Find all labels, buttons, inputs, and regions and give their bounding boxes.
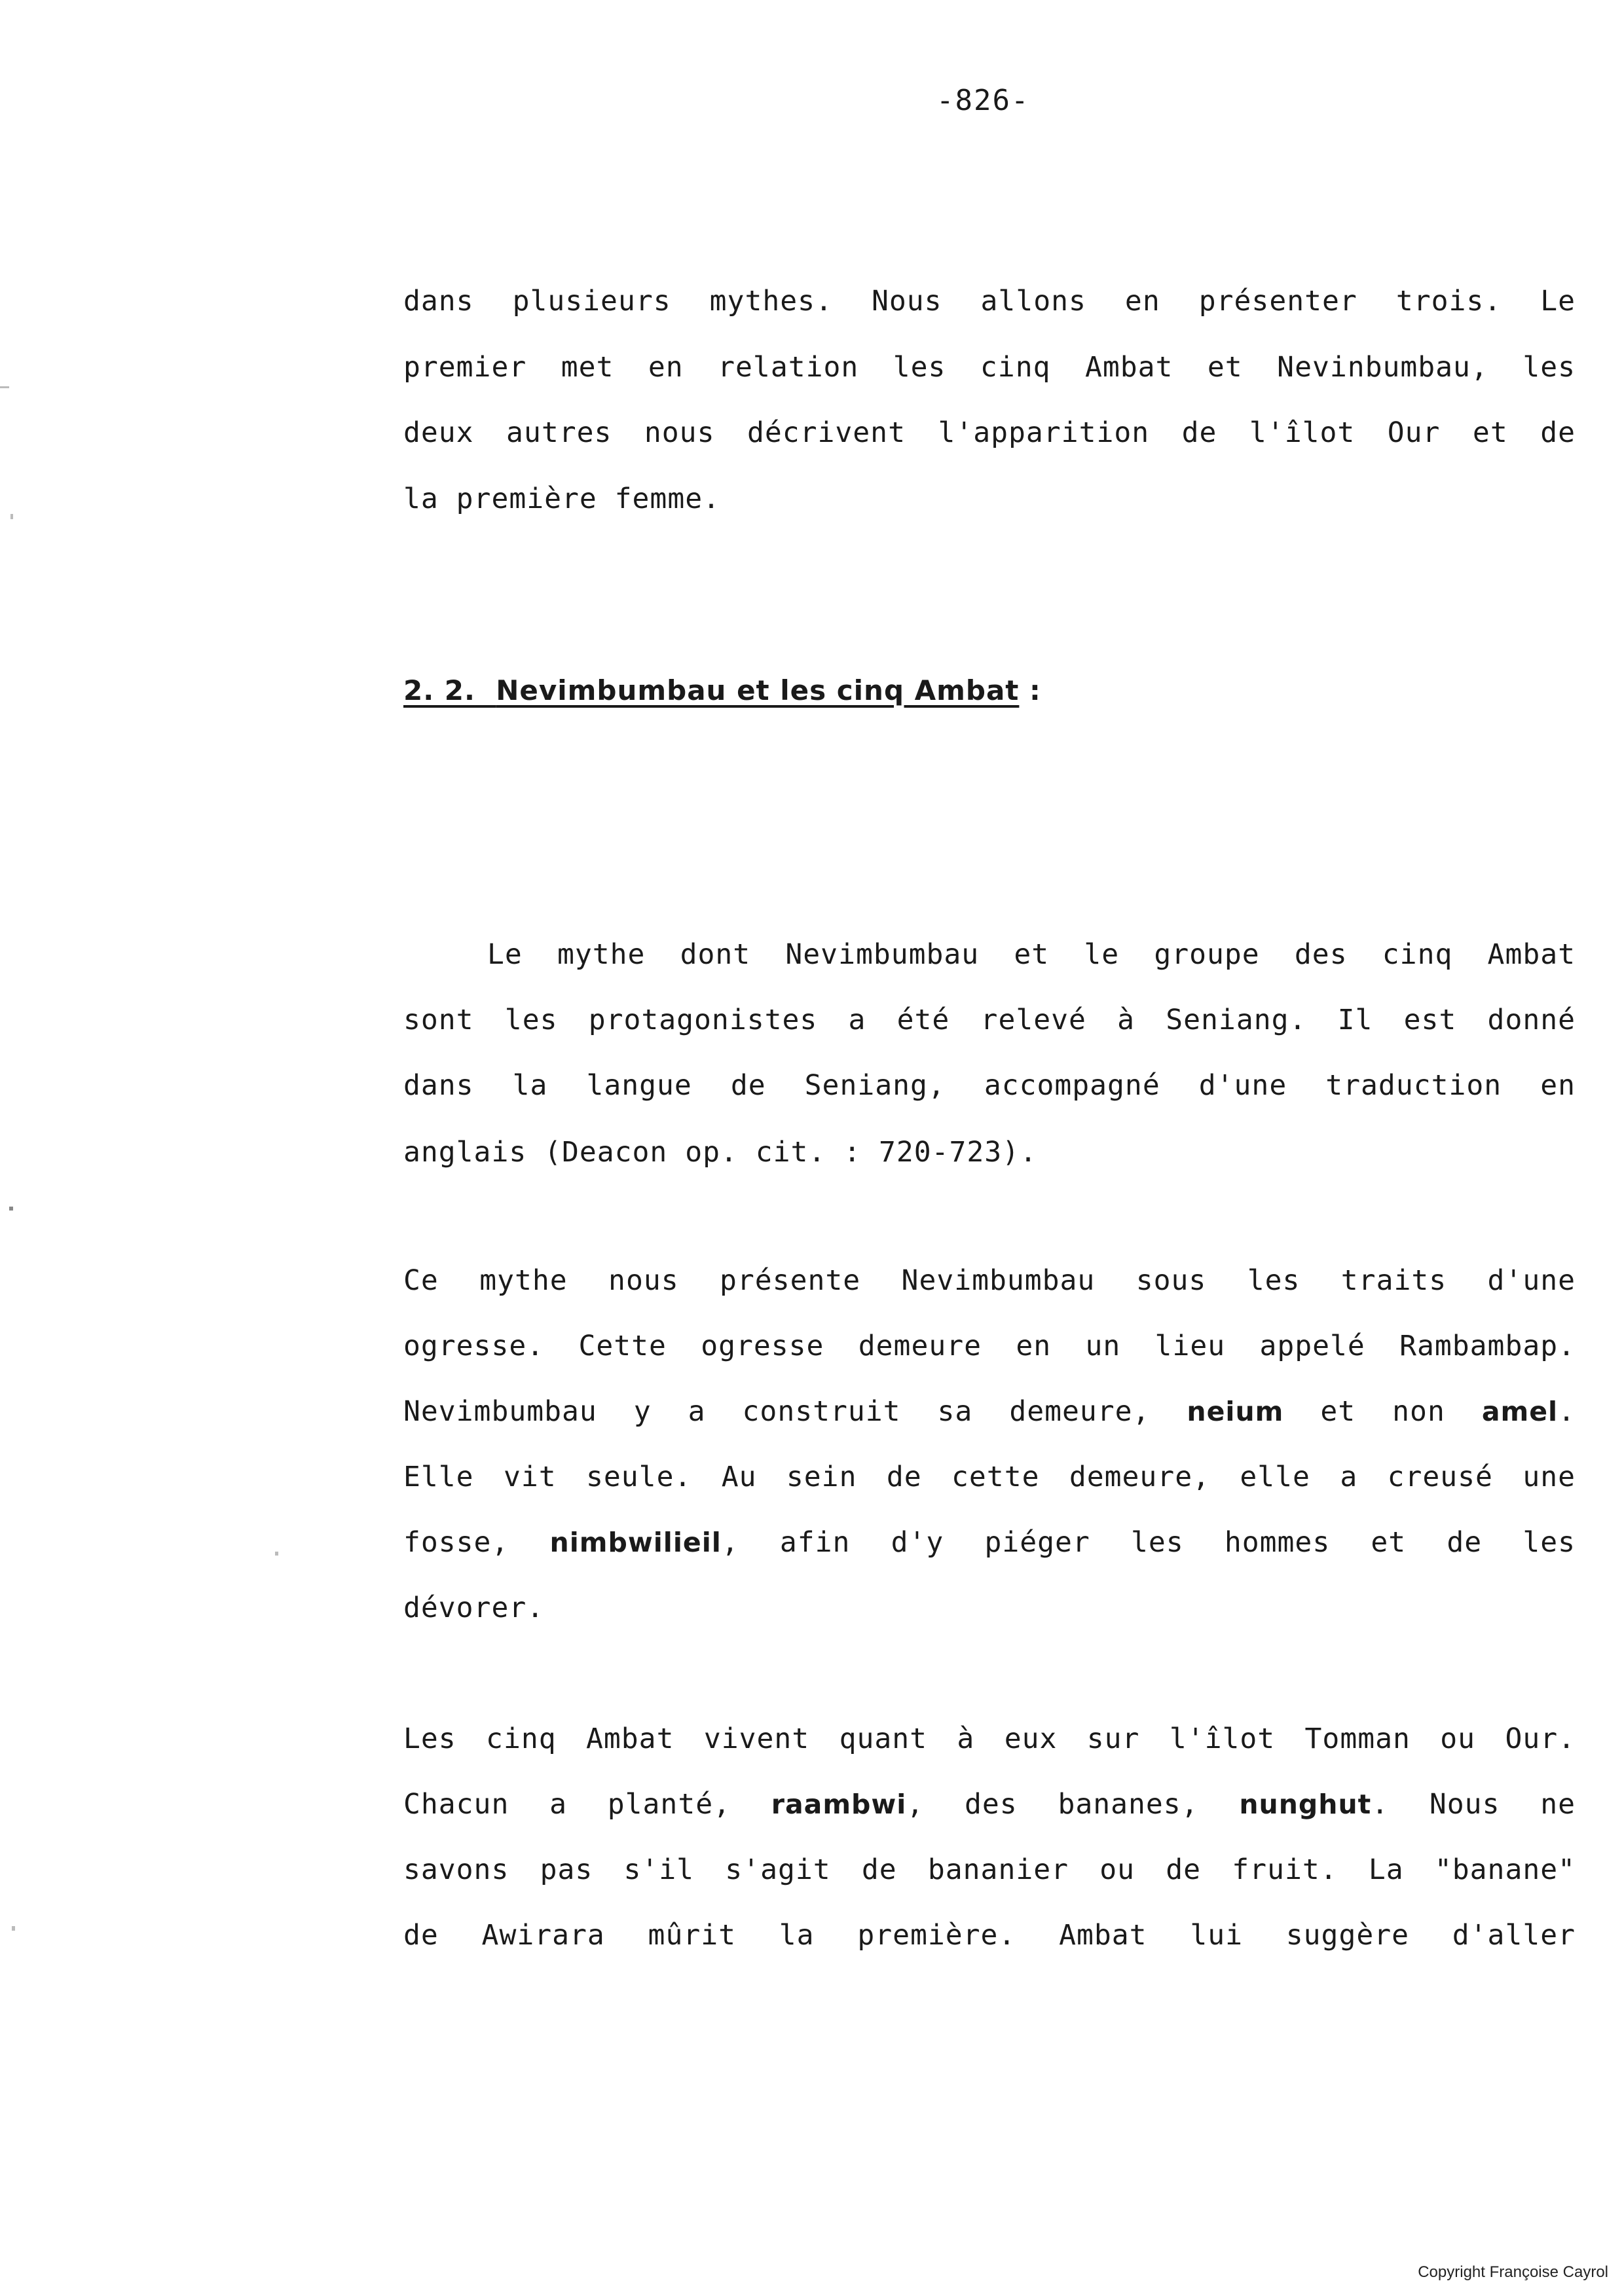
heading-title: Nevimbumbau et les cinq Ambat <box>496 674 1020 706</box>
term-amel: amel <box>1481 1396 1559 1427</box>
section-heading <box>403 674 1041 706</box>
text-line <box>403 1786 1576 1823</box>
text-line: sont les protagonistes a été relevé à Seniang. Il est donné <box>403 1004 1576 1036</box>
page-number: -826- <box>936 84 1030 117</box>
text-line: la première femme. <box>403 483 720 515</box>
text-line: Elle vit seule. Au sein de cette demeure, elle a creusé une <box>403 1461 1576 1493</box>
text-run: fosse, <box>403 1526 509 1559</box>
heading-number: 2. 2. <box>403 674 475 706</box>
text-line: dévorer. <box>403 1592 545 1624</box>
scan-mark <box>0 386 9 388</box>
text-line: Les cinq Ambat vivent quant à eux sur l'îlot Tomman ou Our. <box>403 1722 1576 1755</box>
text-line: dans plusieurs mythes. Nous allons en présenter trois. Le <box>403 285 1576 318</box>
term-neium: neium <box>1187 1396 1284 1427</box>
text-line: de Awirara mûrit la première. Ambat lui suggère d'aller <box>403 1919 1576 1952</box>
text-line: ogresse. Cette ogresse demeure en un lieu appelé Rambambap. <box>403 1330 1576 1362</box>
scan-mark <box>12 1926 15 1931</box>
text-line: premier met en relation les cinq Ambat et Nevinbumbau, les <box>403 351 1576 384</box>
term-raambwi: raambwi <box>771 1789 907 1820</box>
term-nimbwilieil: nimbwilieil <box>549 1527 722 1558</box>
term-nunghut: nunghut <box>1239 1789 1372 1820</box>
heading-colon: : <box>1029 674 1041 706</box>
scan-mark <box>275 1552 278 1556</box>
scan-mark <box>9 1207 13 1211</box>
text-line: Le mythe dont Nevimbumbau et le groupe des cinq Ambat <box>487 938 1576 971</box>
text-run: et non <box>1320 1395 1445 1428</box>
text-run: Nevimbumbau y a construit sa demeure, <box>403 1395 1151 1428</box>
copyright-notice: Copyright Françoise Cayrol <box>1418 2263 1608 2281</box>
scan-mark <box>10 514 13 519</box>
text-run: . <box>1558 1395 1576 1428</box>
text-line <box>403 1524 1576 1561</box>
text-line <box>403 1393 1576 1430</box>
text-run: , des bananes, <box>906 1788 1199 1821</box>
text-run: , afin d'y piéger les hommes et de les <box>721 1526 1576 1559</box>
text-line: savons pas s'il s'agit de bananier ou de fruit. La "banane" <box>403 1853 1576 1886</box>
text-line: deux autres nous décrivent l'apparition de l'îlot Our et de <box>403 416 1576 449</box>
text-line: dans la langue de Seniang, accompagné d'une traduction en <box>403 1069 1576 1102</box>
text-run: Chacun a planté, <box>403 1788 731 1821</box>
text-line: Ce mythe nous présente Nevimbumbau sous les traits d'une <box>403 1264 1576 1297</box>
text-line: anglais (Deacon op. cit. : 720-723). <box>403 1136 1037 1169</box>
text-run: . Nous ne <box>1371 1788 1576 1821</box>
